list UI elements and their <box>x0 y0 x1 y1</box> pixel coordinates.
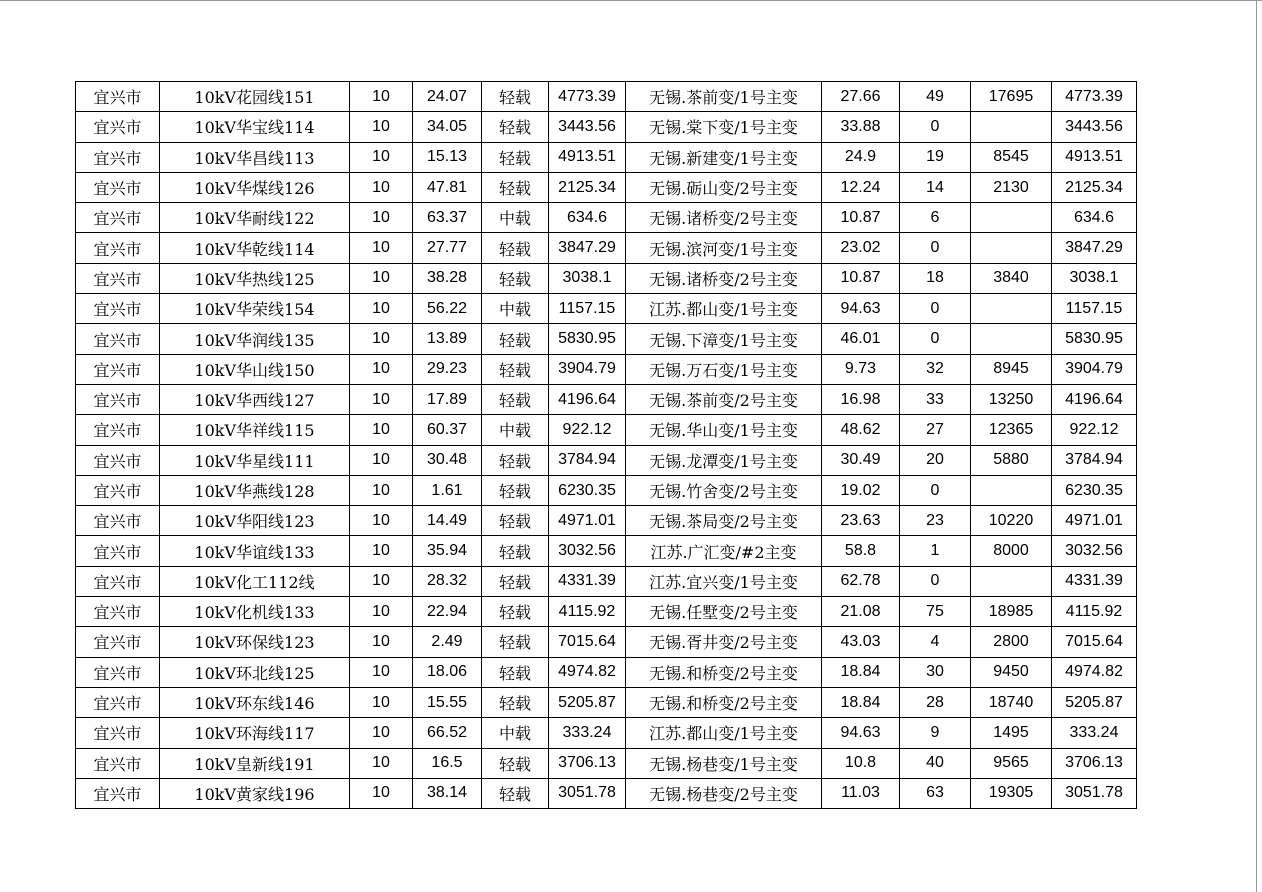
load-rate-cell: 1.61 <box>413 475 482 505</box>
load-rate-cell: 35.94 <box>413 536 482 566</box>
capacity-cell: 3784.94 <box>549 445 626 475</box>
table-row <box>76 597 1137 627</box>
user-capacity-cell <box>971 475 1052 505</box>
table-row <box>76 142 1137 172</box>
substation-load-cell: 9.73 <box>822 354 900 384</box>
user-capacity-cell <box>971 203 1052 233</box>
voltage-cell: 10 <box>350 657 413 687</box>
line-name-cell: 10kV化工112线 <box>160 566 350 596</box>
substation-cell: 无锡.杨巷变/1号主变 <box>626 748 822 778</box>
substation-cell: 江苏.宜兴变/1号主变 <box>626 566 822 596</box>
city-cell: 宜兴市 <box>76 445 160 475</box>
substation-load-cell: 21.08 <box>822 597 900 627</box>
city-cell: 宜兴市 <box>76 506 160 536</box>
line-name-cell: 10kV环保线123 <box>160 627 350 657</box>
page-top-border <box>0 0 1262 1</box>
substation-load-cell: 48.62 <box>822 415 900 445</box>
voltage-cell: 10 <box>350 506 413 536</box>
table-row <box>76 233 1137 263</box>
city-cell: 宜兴市 <box>76 536 160 566</box>
available-capacity-cell: 4974.82 <box>1052 657 1137 687</box>
available-capacity-cell: 3784.94 <box>1052 445 1137 475</box>
substation-cell: 无锡.龙潭变/1号主变 <box>626 445 822 475</box>
voltage-cell: 10 <box>350 112 413 142</box>
available-capacity-cell: 3443.56 <box>1052 112 1137 142</box>
user-capacity-cell: 10220 <box>971 506 1052 536</box>
count-cell: 40 <box>900 748 971 778</box>
line-name-cell: 10kV华宝线114 <box>160 112 350 142</box>
voltage-cell: 10 <box>350 172 413 202</box>
user-capacity-cell <box>971 566 1052 596</box>
available-capacity-cell: 4773.39 <box>1052 82 1137 112</box>
line-name-cell: 10kV华昌线113 <box>160 142 350 172</box>
voltage-cell: 10 <box>350 324 413 354</box>
voltage-cell: 10 <box>350 233 413 263</box>
table-row <box>76 657 1137 687</box>
available-capacity-cell: 3847.29 <box>1052 233 1137 263</box>
page-right-border <box>1256 0 1257 892</box>
capacity-cell: 1157.15 <box>549 294 626 324</box>
substation-load-cell: 46.01 <box>822 324 900 354</box>
available-capacity-cell: 634.6 <box>1052 203 1137 233</box>
load-rate-cell: 18.06 <box>413 657 482 687</box>
count-cell: 32 <box>900 354 971 384</box>
city-cell: 宜兴市 <box>76 142 160 172</box>
load-status-cell: 轻载 <box>482 324 549 354</box>
city-cell: 宜兴市 <box>76 233 160 263</box>
line-name-cell: 10kV黄家线196 <box>160 778 350 808</box>
count-cell: 0 <box>900 294 971 324</box>
load-status-cell: 中载 <box>482 294 549 324</box>
substation-load-cell: 94.63 <box>822 718 900 748</box>
load-rate-cell: 66.52 <box>413 718 482 748</box>
substation-cell: 无锡.和桥变/2号主变 <box>626 687 822 717</box>
user-capacity-cell: 8545 <box>971 142 1052 172</box>
substation-cell: 无锡.竹舍变/2号主变 <box>626 475 822 505</box>
load-rate-cell: 27.77 <box>413 233 482 263</box>
substation-cell: 无锡.茶前变/1号主变 <box>626 82 822 112</box>
city-cell: 宜兴市 <box>76 748 160 778</box>
table-row <box>76 748 1137 778</box>
load-status-cell: 轻载 <box>482 263 549 293</box>
line-name-cell: 10kV华煤线126 <box>160 172 350 202</box>
substation-load-cell: 23.63 <box>822 506 900 536</box>
user-capacity-cell: 5880 <box>971 445 1052 475</box>
table-row <box>76 627 1137 657</box>
substation-cell: 无锡.砺山变/2号主变 <box>626 172 822 202</box>
table-row <box>76 566 1137 596</box>
city-cell: 宜兴市 <box>76 597 160 627</box>
count-cell: 18 <box>900 263 971 293</box>
capacity-cell: 3032.56 <box>549 536 626 566</box>
available-capacity-cell: 4196.64 <box>1052 384 1137 414</box>
city-cell: 宜兴市 <box>76 566 160 596</box>
table-row <box>76 475 1137 505</box>
capacity-cell: 3038.1 <box>549 263 626 293</box>
count-cell: 0 <box>900 112 971 142</box>
voltage-cell: 10 <box>350 445 413 475</box>
count-cell: 28 <box>900 687 971 717</box>
line-name-cell: 10kV化机线133 <box>160 597 350 627</box>
substation-cell: 无锡.万石变/1号主变 <box>626 354 822 384</box>
available-capacity-cell: 6230.35 <box>1052 475 1137 505</box>
substation-load-cell: 62.78 <box>822 566 900 596</box>
load-rate-cell: 38.28 <box>413 263 482 293</box>
count-cell: 0 <box>900 324 971 354</box>
substation-cell: 无锡.茶前变/2号主变 <box>626 384 822 414</box>
line-name-cell: 10kV华星线111 <box>160 445 350 475</box>
user-capacity-cell: 2800 <box>971 627 1052 657</box>
city-cell: 宜兴市 <box>76 718 160 748</box>
available-capacity-cell: 4115.92 <box>1052 597 1137 627</box>
substation-cell: 无锡.和桥变/2号主变 <box>626 657 822 687</box>
count-cell: 14 <box>900 172 971 202</box>
table-row <box>76 112 1137 142</box>
substation-load-cell: 33.88 <box>822 112 900 142</box>
city-cell: 宜兴市 <box>76 112 160 142</box>
city-cell: 宜兴市 <box>76 475 160 505</box>
line-name-cell: 10kV皇新线191 <box>160 748 350 778</box>
user-capacity-cell: 9565 <box>971 748 1052 778</box>
available-capacity-cell: 5205.87 <box>1052 687 1137 717</box>
substation-load-cell: 27.66 <box>822 82 900 112</box>
load-rate-cell: 15.55 <box>413 687 482 717</box>
substation-cell: 无锡.新建变/1号主变 <box>626 142 822 172</box>
substation-cell: 无锡.诸桥变/2号主变 <box>626 203 822 233</box>
substation-cell: 无锡.茶局变/2号主变 <box>626 506 822 536</box>
substation-cell: 江苏.广汇变/#2主变 <box>626 536 822 566</box>
capacity-cell: 3443.56 <box>549 112 626 142</box>
voltage-cell: 10 <box>350 354 413 384</box>
substation-load-cell: 18.84 <box>822 657 900 687</box>
capacity-cell: 7015.64 <box>549 627 626 657</box>
table-row <box>76 687 1137 717</box>
line-name-cell: 10kV花园线151 <box>160 82 350 112</box>
user-capacity-cell: 3840 <box>971 263 1052 293</box>
load-rate-cell: 63.37 <box>413 203 482 233</box>
table-row <box>76 324 1137 354</box>
available-capacity-cell: 3032.56 <box>1052 536 1137 566</box>
table-row <box>76 445 1137 475</box>
load-rate-cell: 2.49 <box>413 627 482 657</box>
user-capacity-cell <box>971 112 1052 142</box>
available-capacity-cell: 3706.13 <box>1052 748 1137 778</box>
substation-load-cell: 24.9 <box>822 142 900 172</box>
load-status-cell: 轻载 <box>482 82 549 112</box>
count-cell: 1 <box>900 536 971 566</box>
user-capacity-cell: 12365 <box>971 415 1052 445</box>
count-cell: 30 <box>900 657 971 687</box>
load-status-cell: 轻载 <box>482 627 549 657</box>
table-row <box>76 172 1137 202</box>
available-capacity-cell: 3051.78 <box>1052 778 1137 808</box>
table-row <box>76 415 1137 445</box>
voltage-cell: 10 <box>350 142 413 172</box>
voltage-cell: 10 <box>350 748 413 778</box>
count-cell: 49 <box>900 82 971 112</box>
city-cell: 宜兴市 <box>76 687 160 717</box>
substation-cell: 无锡.华山变/1号主变 <box>626 415 822 445</box>
available-capacity-cell: 7015.64 <box>1052 627 1137 657</box>
voltage-cell: 10 <box>350 475 413 505</box>
user-capacity-cell: 9450 <box>971 657 1052 687</box>
capacity-cell: 333.24 <box>549 718 626 748</box>
available-capacity-cell: 3038.1 <box>1052 263 1137 293</box>
substation-cell: 无锡.棠下变/1号主变 <box>626 112 822 142</box>
line-name-cell: 10kV华荣线154 <box>160 294 350 324</box>
city-cell: 宜兴市 <box>76 172 160 202</box>
capacity-cell: 6230.35 <box>549 475 626 505</box>
user-capacity-cell <box>971 294 1052 324</box>
available-capacity-cell: 5830.95 <box>1052 324 1137 354</box>
capacity-cell: 4331.39 <box>549 566 626 596</box>
load-status-cell: 中载 <box>482 203 549 233</box>
city-cell: 宜兴市 <box>76 354 160 384</box>
load-status-cell: 轻载 <box>482 657 549 687</box>
line-name-cell: 10kV华润线135 <box>160 324 350 354</box>
capacity-cell: 3904.79 <box>549 354 626 384</box>
substation-load-cell: 43.03 <box>822 627 900 657</box>
load-rate-cell: 56.22 <box>413 294 482 324</box>
count-cell: 19 <box>900 142 971 172</box>
capacity-cell: 634.6 <box>549 203 626 233</box>
line-name-cell: 10kV华祥线115 <box>160 415 350 445</box>
capacity-cell: 4971.01 <box>549 506 626 536</box>
voltage-cell: 10 <box>350 597 413 627</box>
substation-load-cell: 19.02 <box>822 475 900 505</box>
city-cell: 宜兴市 <box>76 627 160 657</box>
user-capacity-cell: 2130 <box>971 172 1052 202</box>
load-status-cell: 中载 <box>482 718 549 748</box>
load-rate-cell: 34.05 <box>413 112 482 142</box>
load-rate-cell: 28.32 <box>413 566 482 596</box>
load-status-cell: 轻载 <box>482 142 549 172</box>
capacity-cell: 4913.51 <box>549 142 626 172</box>
line-name-cell: 10kV华阳线123 <box>160 506 350 536</box>
line-name-cell: 10kV华西线127 <box>160 384 350 414</box>
table-row <box>76 384 1137 414</box>
voltage-cell: 10 <box>350 82 413 112</box>
substation-load-cell: 18.84 <box>822 687 900 717</box>
load-status-cell: 轻载 <box>482 778 549 808</box>
voltage-cell: 10 <box>350 687 413 717</box>
voltage-cell: 10 <box>350 778 413 808</box>
substation-load-cell: 94.63 <box>822 294 900 324</box>
city-cell: 宜兴市 <box>76 415 160 445</box>
load-rate-cell: 24.07 <box>413 82 482 112</box>
substation-cell: 江苏.都山变/1号主变 <box>626 294 822 324</box>
voltage-cell: 10 <box>350 627 413 657</box>
voltage-cell: 10 <box>350 718 413 748</box>
city-cell: 宜兴市 <box>76 324 160 354</box>
substation-load-cell: 16.98 <box>822 384 900 414</box>
load-status-cell: 轻载 <box>482 384 549 414</box>
capacity-cell: 3847.29 <box>549 233 626 263</box>
city-cell: 宜兴市 <box>76 294 160 324</box>
load-status-cell: 轻载 <box>482 536 549 566</box>
voltage-cell: 10 <box>350 415 413 445</box>
load-rate-cell: 17.89 <box>413 384 482 414</box>
capacity-cell: 3706.13 <box>549 748 626 778</box>
line-name-cell: 10kV环海线117 <box>160 718 350 748</box>
load-status-cell: 轻载 <box>482 354 549 384</box>
load-status-cell: 轻载 <box>482 687 549 717</box>
substation-cell: 无锡.诸桥变/2号主变 <box>626 263 822 293</box>
load-status-cell: 轻载 <box>482 566 549 596</box>
load-rate-cell: 14.49 <box>413 506 482 536</box>
available-capacity-cell: 4971.01 <box>1052 506 1137 536</box>
city-cell: 宜兴市 <box>76 263 160 293</box>
user-capacity-cell: 1495 <box>971 718 1052 748</box>
substation-cell: 无锡.下漳变/1号主变 <box>626 324 822 354</box>
load-rate-cell: 16.5 <box>413 748 482 778</box>
capacity-cell: 4974.82 <box>549 657 626 687</box>
load-status-cell: 轻载 <box>482 445 549 475</box>
count-cell: 33 <box>900 384 971 414</box>
capacity-cell: 922.12 <box>549 415 626 445</box>
city-cell: 宜兴市 <box>76 203 160 233</box>
user-capacity-cell: 17695 <box>971 82 1052 112</box>
substation-load-cell: 10.87 <box>822 203 900 233</box>
substation-load-cell: 11.03 <box>822 778 900 808</box>
load-status-cell: 轻载 <box>482 748 549 778</box>
capacity-cell: 4115.92 <box>549 597 626 627</box>
load-status-cell: 轻载 <box>482 475 549 505</box>
table-row <box>76 294 1137 324</box>
table-row <box>76 82 1137 112</box>
line-name-cell: 10kV华乾线114 <box>160 233 350 263</box>
voltage-cell: 10 <box>350 203 413 233</box>
load-rate-cell: 13.89 <box>413 324 482 354</box>
voltage-cell: 10 <box>350 536 413 566</box>
table-row <box>76 778 1137 808</box>
count-cell: 4 <box>900 627 971 657</box>
available-capacity-cell: 4913.51 <box>1052 142 1137 172</box>
voltage-cell: 10 <box>350 384 413 414</box>
substation-load-cell: 10.87 <box>822 263 900 293</box>
capacity-cell: 3051.78 <box>549 778 626 808</box>
substation-load-cell: 23.02 <box>822 233 900 263</box>
load-rate-cell: 47.81 <box>413 172 482 202</box>
count-cell: 27 <box>900 415 971 445</box>
count-cell: 20 <box>900 445 971 475</box>
available-capacity-cell: 1157.15 <box>1052 294 1137 324</box>
user-capacity-cell: 8945 <box>971 354 1052 384</box>
available-capacity-cell: 2125.34 <box>1052 172 1137 202</box>
substation-cell: 无锡.胥井变/2号主变 <box>626 627 822 657</box>
count-cell: 0 <box>900 566 971 596</box>
feeder-load-table <box>75 81 1137 809</box>
load-rate-cell: 38.14 <box>413 778 482 808</box>
capacity-cell: 5830.95 <box>549 324 626 354</box>
available-capacity-cell: 3904.79 <box>1052 354 1137 384</box>
city-cell: 宜兴市 <box>76 82 160 112</box>
city-cell: 宜兴市 <box>76 657 160 687</box>
substation-cell: 江苏.都山变/1号主变 <box>626 718 822 748</box>
line-name-cell: 10kV华山线150 <box>160 354 350 384</box>
available-capacity-cell: 333.24 <box>1052 718 1137 748</box>
count-cell: 6 <box>900 203 971 233</box>
user-capacity-cell: 19305 <box>971 778 1052 808</box>
count-cell: 9 <box>900 718 971 748</box>
substation-load-cell: 10.8 <box>822 748 900 778</box>
table-row <box>76 718 1137 748</box>
voltage-cell: 10 <box>350 566 413 596</box>
line-name-cell: 10kV环东线146 <box>160 687 350 717</box>
count-cell: 0 <box>900 233 971 263</box>
count-cell: 75 <box>900 597 971 627</box>
load-status-cell: 轻载 <box>482 506 549 536</box>
line-name-cell: 10kV华热线125 <box>160 263 350 293</box>
table-row <box>76 506 1137 536</box>
user-capacity-cell: 13250 <box>971 384 1052 414</box>
voltage-cell: 10 <box>350 263 413 293</box>
load-status-cell: 轻载 <box>482 172 549 202</box>
user-capacity-cell <box>971 324 1052 354</box>
table-row <box>76 536 1137 566</box>
capacity-cell: 5205.87 <box>549 687 626 717</box>
user-capacity-cell: 8000 <box>971 536 1052 566</box>
line-name-cell: 10kV华耐线122 <box>160 203 350 233</box>
line-name-cell: 10kV华燕线128 <box>160 475 350 505</box>
load-rate-cell: 15.13 <box>413 142 482 172</box>
user-capacity-cell: 18985 <box>971 597 1052 627</box>
table-row <box>76 203 1137 233</box>
table-row <box>76 263 1137 293</box>
count-cell: 23 <box>900 506 971 536</box>
voltage-cell: 10 <box>350 294 413 324</box>
substation-cell: 无锡.杨巷变/2号主变 <box>626 778 822 808</box>
available-capacity-cell: 922.12 <box>1052 415 1137 445</box>
substation-cell: 无锡.任墅变/2号主变 <box>626 597 822 627</box>
count-cell: 63 <box>900 778 971 808</box>
load-rate-cell: 29.23 <box>413 354 482 384</box>
city-cell: 宜兴市 <box>76 384 160 414</box>
substation-load-cell: 30.49 <box>822 445 900 475</box>
user-capacity-cell <box>971 233 1052 263</box>
load-status-cell: 轻载 <box>482 112 549 142</box>
line-name-cell: 10kV华谊线133 <box>160 536 350 566</box>
table-body <box>76 82 1137 809</box>
available-capacity-cell: 4331.39 <box>1052 566 1137 596</box>
user-capacity-cell: 18740 <box>971 687 1052 717</box>
capacity-cell: 4196.64 <box>549 384 626 414</box>
substation-cell: 无锡.滨河变/1号主变 <box>626 233 822 263</box>
substation-load-cell: 58.8 <box>822 536 900 566</box>
load-status-cell: 轻载 <box>482 597 549 627</box>
capacity-cell: 4773.39 <box>549 82 626 112</box>
load-rate-cell: 22.94 <box>413 597 482 627</box>
load-rate-cell: 30.48 <box>413 445 482 475</box>
load-status-cell: 中载 <box>482 415 549 445</box>
substation-load-cell: 12.24 <box>822 172 900 202</box>
table-row <box>76 354 1137 384</box>
load-status-cell: 轻载 <box>482 233 549 263</box>
city-cell: 宜兴市 <box>76 778 160 808</box>
capacity-cell: 2125.34 <box>549 172 626 202</box>
load-rate-cell: 60.37 <box>413 415 482 445</box>
line-name-cell: 10kV环北线125 <box>160 657 350 687</box>
count-cell: 0 <box>900 475 971 505</box>
